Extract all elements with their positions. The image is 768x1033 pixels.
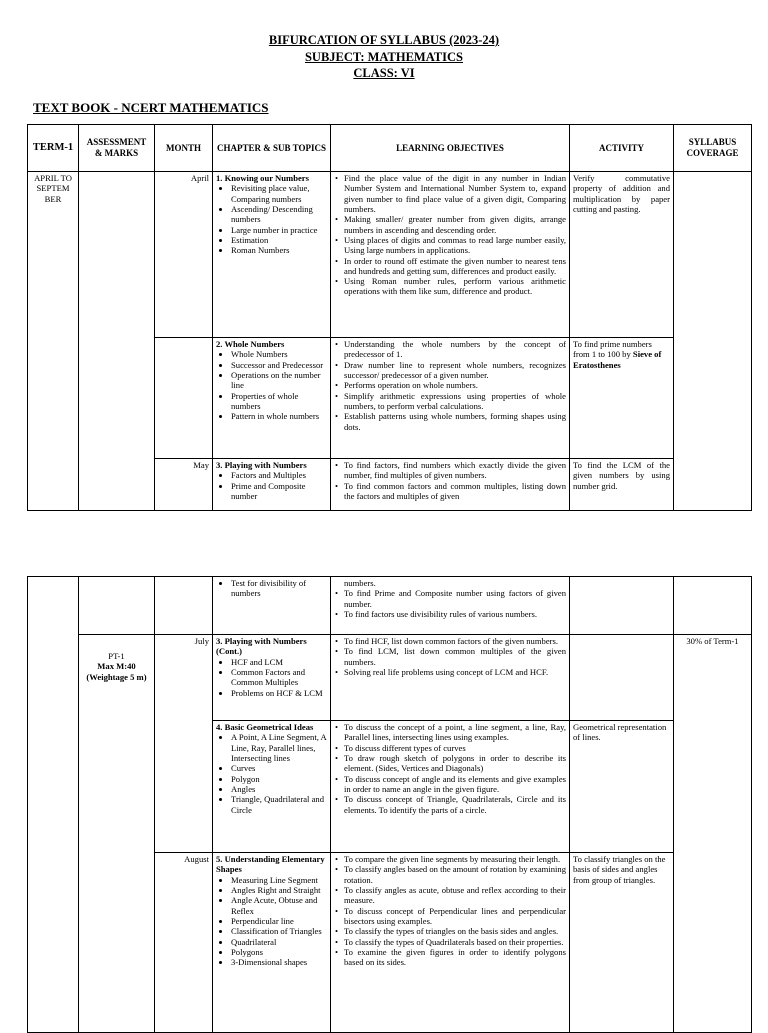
subtopic: • Factors and Multiples [231, 470, 327, 480]
table-row [28, 577, 752, 635]
subtopic: • Ascending/ Descending numbers [231, 204, 327, 225]
subtopic: • Quadrilateral [231, 937, 327, 947]
chapter-title: 1. Knowing our Numbers [216, 173, 309, 183]
chapter-cell [213, 635, 331, 721]
activity-cell: To find the LCM of the given numbers by using number grid. [570, 459, 674, 511]
objective: • Draw number line to represent whole numbers, recognizes successor/ predecessor of a given number. [344, 360, 566, 381]
month-cell: July [155, 635, 213, 853]
subtopic-list [216, 657, 327, 698]
activity-cell: Geometrical representation of lines. [570, 721, 674, 853]
subtopic: • Test for divisibility of numbers [231, 578, 327, 599]
objective: • Simplify arithmetic expressions using properties of whole numbers, to perform verbal calculations. [344, 391, 566, 412]
chapter-title: 5. Understanding Elementary Shapes [216, 854, 325, 875]
subtopic-list [216, 578, 327, 599]
table-row [28, 635, 752, 721]
assessment-weightage: (Weightage 5 m) [86, 671, 147, 682]
objective: • To find factors use divisibility rules of various numbers. [344, 609, 566, 619]
col-assessment: ASSESSMENT & MARKS [79, 125, 155, 172]
objective: • To discuss concept of Perpendicular lines and perpendicular bisectors using examples. [344, 906, 566, 927]
header-row [28, 125, 752, 172]
activity-cell [570, 635, 674, 721]
syllabus-table-1 [27, 124, 752, 511]
chapter-cell [213, 459, 331, 511]
objective: • To classify angles based on the amount of rotation by examining rotation. [344, 864, 566, 885]
subtopic: • Large number in practice [231, 225, 327, 235]
subtopic: • Angles [231, 784, 327, 794]
subtopic: • Estimation [231, 235, 327, 245]
objective-continued: numbers. [344, 578, 376, 588]
title-line-3: CLASS: VI [353, 66, 415, 80]
subtopic: • Successor and Predecessor [231, 360, 327, 370]
col-coverage: SYLLABUS COVERAGE [674, 125, 752, 172]
subtopic: • 3-Dimensional shapes [231, 957, 327, 967]
objective: • Find the place value of the digit in any number in Indian Number System and International Number System to, expand given number to find place value of a given digit, Comparing numbers. [344, 173, 566, 214]
col-month: MONTH [155, 125, 213, 172]
objective: • Using Roman number rules, perform various arithmetic operations with them like sum, difference and product. [344, 276, 566, 297]
objective: • To discuss concept of Triangle, Quadrilaterals, Circle and its elements. To identify the parts of a circle. [344, 794, 566, 815]
subtopic: • Perpendicular line [231, 916, 327, 926]
col-chapter: CHAPTER & SUB TOPICS [213, 125, 331, 172]
objective: • To find LCM, list down common multiples of the given numbers. [344, 646, 566, 667]
chapter-cell [213, 577, 331, 635]
month-cell: May [155, 459, 213, 511]
subtopic: • Triangle, Quadrilateral and Circle [231, 794, 327, 815]
objective: • To classify angles as acute, obtuse and reflex according to their measure. [344, 885, 566, 906]
title-line-2: SUBJECT: MATHEMATICS [304, 50, 463, 64]
col-activity: ACTIVITY [570, 125, 674, 172]
subtopic: • HCF and LCM [231, 657, 327, 667]
subtopic: • Pattern in whole numbers [231, 411, 327, 421]
activity-cell: Verify commutative property of addition and multiplication by paper cutting and pasting. [570, 172, 674, 338]
objectives-cell [331, 577, 570, 635]
objectives-cell [331, 635, 570, 721]
subtopic: • Whole Numbers [231, 349, 327, 359]
chapter-cell [213, 172, 331, 338]
subtopic: • Angle Acute, Obtuse and Reflex [231, 895, 327, 916]
subtopic-list [216, 183, 327, 255]
objective: • To classify the types of Quadrilaterals based on their properties. [344, 937, 566, 947]
chapter-title: 3. Playing with Numbers [216, 460, 307, 470]
assessment-cell [79, 172, 155, 511]
subtopic: • Measuring Line Segment [231, 875, 327, 885]
chapter-title: 2. Whole Numbers [216, 339, 285, 349]
subtopic: • Prime and Composite number [231, 481, 327, 502]
chapter-title: 4. Basic Geometrical Ideas [216, 722, 314, 732]
activity-bold-text: Sieve of Eratosthenes [573, 349, 662, 370]
objective: • To find common factors and common multiples, listing down the factors and multiples of given [344, 481, 566, 502]
objectives-cell [331, 853, 570, 1033]
objective: • To examine the given figures in order to identify polygons based on its sides. [344, 947, 566, 968]
subtopic-list [216, 732, 327, 815]
textbook-heading: TEXT BOOK - NCERT MATHEMATICS [33, 100, 269, 115]
objective: • Establish patterns using whole numbers, forming shapes using dots. [344, 411, 566, 432]
subtopic: • Properties of whole numbers [231, 391, 327, 412]
subtopic: • Classification of Triangles [231, 926, 327, 936]
coverage-cell [674, 577, 752, 635]
objective: • To discuss the concept of a point, a line segment, a line, Ray, Parallel lines, intersecting lines using examples. [344, 722, 566, 743]
assessment-pt: PT-1 [108, 651, 125, 661]
month-cell [155, 577, 213, 635]
subtopic-list [216, 875, 327, 968]
objective: • Performs operation on whole numbers. [344, 380, 566, 390]
objective: • To classify the types of triangles on the basis sides and angles. [344, 926, 566, 936]
subtopic: • Revisiting place value, Comparing numbers [231, 183, 327, 204]
objective: • To find HCF, list down common factors of the given numbers. [344, 636, 566, 646]
title-line-1: BIFURCATION OF SYLLABUS (2023-24) [268, 33, 500, 47]
activity-cell: To classify triangles on the basis of sides and angles from group of triangles. [570, 853, 674, 1033]
subtopic: • Common Factors and Common Multiples [231, 667, 327, 688]
subtopic: • Polygons [231, 947, 327, 957]
chapter-cell [213, 721, 331, 853]
coverage-cell: 30% of Term-1 [674, 635, 752, 1033]
col-term: TERM-1 [28, 125, 79, 172]
activity-cell [570, 338, 674, 459]
objectives-cell [331, 172, 570, 338]
objectives-cell [331, 459, 570, 511]
coverage-cell [674, 172, 752, 511]
subtopic: • Angles Right and Straight [231, 885, 327, 895]
chapter-title: 3. Playing with Numbers (Cont.) [216, 636, 307, 657]
objective: • Understanding the whole numbers by the concept of predecessor of 1. [344, 339, 566, 360]
objective: • To discuss different types of curves [344, 743, 566, 753]
month-cell [155, 338, 213, 459]
subtopic: • Problems on HCF & LCM [231, 688, 327, 698]
activity-cell [570, 577, 674, 635]
chapter-cell [213, 853, 331, 1033]
objective: • To draw rough sketch of polygons in order to describe its element. (Sides, Vertices and Diagonals) [344, 753, 566, 774]
objectives-cell [331, 338, 570, 459]
assessment-max-marks: Max M:40 [97, 661, 136, 672]
assessment-cell [79, 635, 155, 1033]
subtopic: • Polygon [231, 774, 327, 784]
month-cell: April [155, 172, 213, 338]
col-objectives: LEARNING OBJECTIVES [331, 125, 570, 172]
objective: • To find factors, find numbers which exactly divide the given number, find multiples of given numbers. [344, 460, 566, 481]
syllabus-table-2 [27, 576, 752, 1033]
assessment-cell [79, 577, 155, 635]
subtopic: • Roman Numbers [231, 245, 327, 255]
objectives-cell [331, 721, 570, 853]
subtopic: • Operations on the number line [231, 370, 327, 391]
chapter-cell [213, 338, 331, 459]
activity-text: To find prime numbers from 1 to 100 by [573, 339, 652, 360]
subtopic: • A Point, A Line Segment, A Line, Ray, Parallel lines, Intersecting lines [231, 732, 327, 763]
objective: • Making smaller/ greater number from given digits, arrange numbers in ascending and descending order. [344, 214, 566, 235]
subtopic: • Curves [231, 763, 327, 773]
subtopic-list [216, 470, 327, 501]
objective: • In order to round off estimate the given number to nearest tens and hundreds and getting sum, differences and product easily. [344, 256, 566, 277]
term-cell: APRIL TO SEPTEM BER [28, 172, 79, 511]
term-cell [28, 577, 79, 1033]
table-row [28, 172, 752, 338]
objective: • Using places of digits and commas to read large number easily, Using large numbers in applications. [344, 235, 566, 256]
month-cell: August [155, 853, 213, 1033]
subtopic-list [216, 349, 327, 421]
objective: • Solving real life problems using concept of LCM and HCF. [344, 667, 566, 677]
objective: • To discuss concept of angle and its elements and give examples in order to name an angle in the given figure. [344, 774, 566, 795]
objective: • To compare the given line segments by measuring their length. [344, 854, 566, 864]
objective: • To find Prime and Composite number using factors of given number. [344, 588, 566, 609]
